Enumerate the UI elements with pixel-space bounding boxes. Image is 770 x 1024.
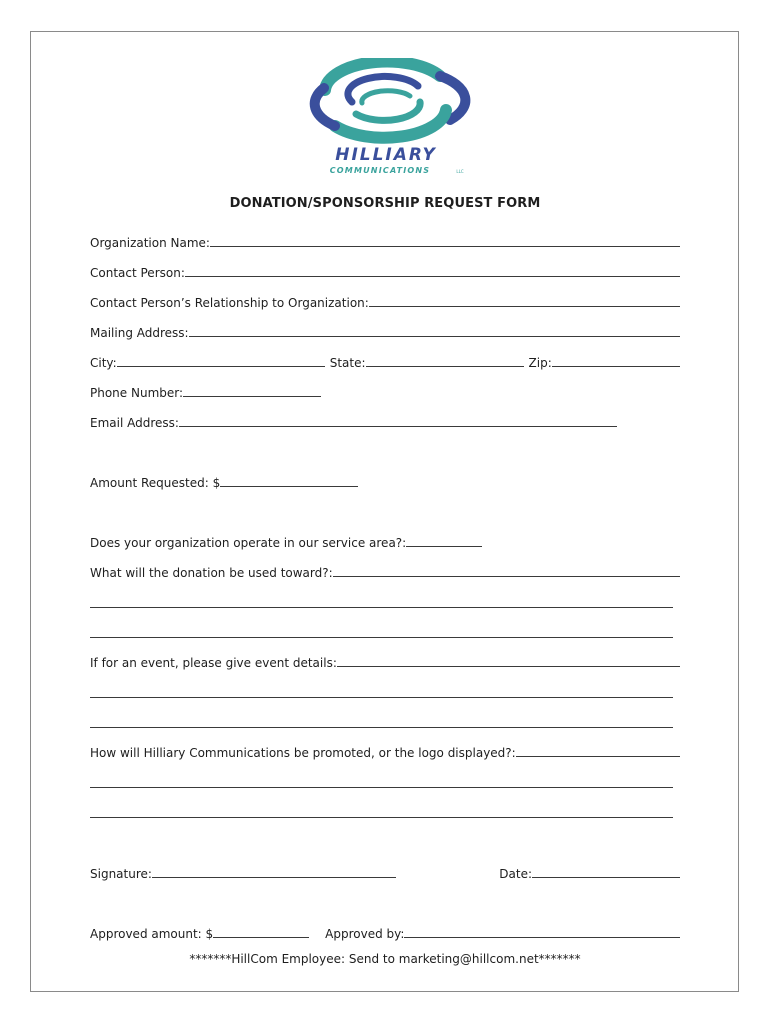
donation-use-field[interactable] bbox=[333, 576, 680, 577]
approved-amount-field[interactable] bbox=[213, 937, 309, 938]
state-field[interactable] bbox=[366, 366, 524, 367]
phone-row bbox=[90, 382, 680, 400]
signature-date-row bbox=[90, 863, 680, 881]
footer-note: *******HillCom Employee: Send to marketing@hillcom.net******* bbox=[189, 952, 581, 966]
amount-requested-row bbox=[90, 472, 680, 490]
service-area-row bbox=[90, 532, 680, 550]
approval-row bbox=[90, 923, 680, 941]
date-field[interactable] bbox=[532, 877, 680, 878]
relationship-row bbox=[90, 292, 680, 310]
promotion-line-2[interactable] bbox=[90, 787, 673, 788]
email-label: Email Address: bbox=[90, 416, 179, 430]
city-field[interactable] bbox=[117, 366, 325, 367]
donation-use-label: What will the donation be used toward?: bbox=[90, 566, 333, 580]
phone-label: Phone Number: bbox=[90, 386, 184, 400]
mailing-address-label: Mailing Address: bbox=[90, 326, 189, 340]
amount-requested-label: Amount Requested: $ bbox=[90, 476, 221, 490]
organization-name-field[interactable] bbox=[210, 246, 680, 247]
promotion-line-3[interactable] bbox=[90, 817, 673, 818]
promotion-label: How will Hilliary Communications be promoted, or the logo displayed?: bbox=[90, 746, 516, 760]
event-details-field[interactable] bbox=[337, 666, 680, 667]
logo-wordmark: HILLIARY bbox=[335, 145, 437, 165]
email-field[interactable] bbox=[179, 426, 617, 427]
company-logo bbox=[300, 58, 472, 178]
approved-by-field[interactable] bbox=[404, 937, 680, 938]
promotion-field[interactable] bbox=[516, 756, 680, 757]
contact-person-label: Contact Person: bbox=[90, 266, 185, 280]
date-label: Date: bbox=[499, 867, 532, 881]
signature-label: Signature: bbox=[90, 867, 152, 881]
organization-name-row bbox=[90, 232, 680, 250]
event-details-row bbox=[90, 652, 680, 670]
event-details-line-2[interactable] bbox=[90, 697, 673, 698]
mailing-address-field[interactable] bbox=[189, 336, 680, 337]
amount-requested-field[interactable] bbox=[220, 486, 358, 487]
donation-use-row bbox=[90, 562, 680, 580]
email-row bbox=[90, 412, 680, 430]
donation-use-line-3[interactable] bbox=[90, 637, 673, 638]
signature-field[interactable] bbox=[152, 877, 396, 878]
organization-name-label: Organization Name: bbox=[90, 236, 210, 250]
approved-by-label: Approved by: bbox=[325, 927, 405, 941]
logo-subtitle: COMMUNICATIONS bbox=[329, 166, 431, 175]
city-state-zip-row bbox=[90, 352, 680, 370]
contact-person-field[interactable] bbox=[185, 276, 680, 277]
event-details-label: If for an event, please give event details: bbox=[90, 656, 337, 670]
approved-amount-label: Approved amount: $ bbox=[90, 927, 214, 941]
relationship-field[interactable] bbox=[369, 306, 680, 307]
event-details-line-3[interactable] bbox=[90, 727, 673, 728]
zip-label: Zip: bbox=[528, 356, 552, 370]
phone-field[interactable] bbox=[183, 396, 321, 397]
logo-llc: LLC bbox=[456, 169, 464, 174]
promotion-row bbox=[90, 742, 680, 760]
form-title: DONATION/SPONSORSHIP REQUEST FORM bbox=[229, 196, 541, 211]
service-area-field[interactable] bbox=[406, 546, 482, 547]
relationship-label: Contact Person’s Relationship to Organization: bbox=[90, 296, 369, 310]
city-label: City: bbox=[90, 356, 117, 370]
state-label: State: bbox=[329, 356, 366, 370]
service-area-label: Does your organization operate in our service area?: bbox=[90, 536, 407, 550]
zip-field[interactable] bbox=[552, 366, 680, 367]
mailing-address-row bbox=[90, 322, 680, 340]
contact-person-row bbox=[90, 262, 680, 280]
donation-use-line-2[interactable] bbox=[90, 607, 673, 608]
